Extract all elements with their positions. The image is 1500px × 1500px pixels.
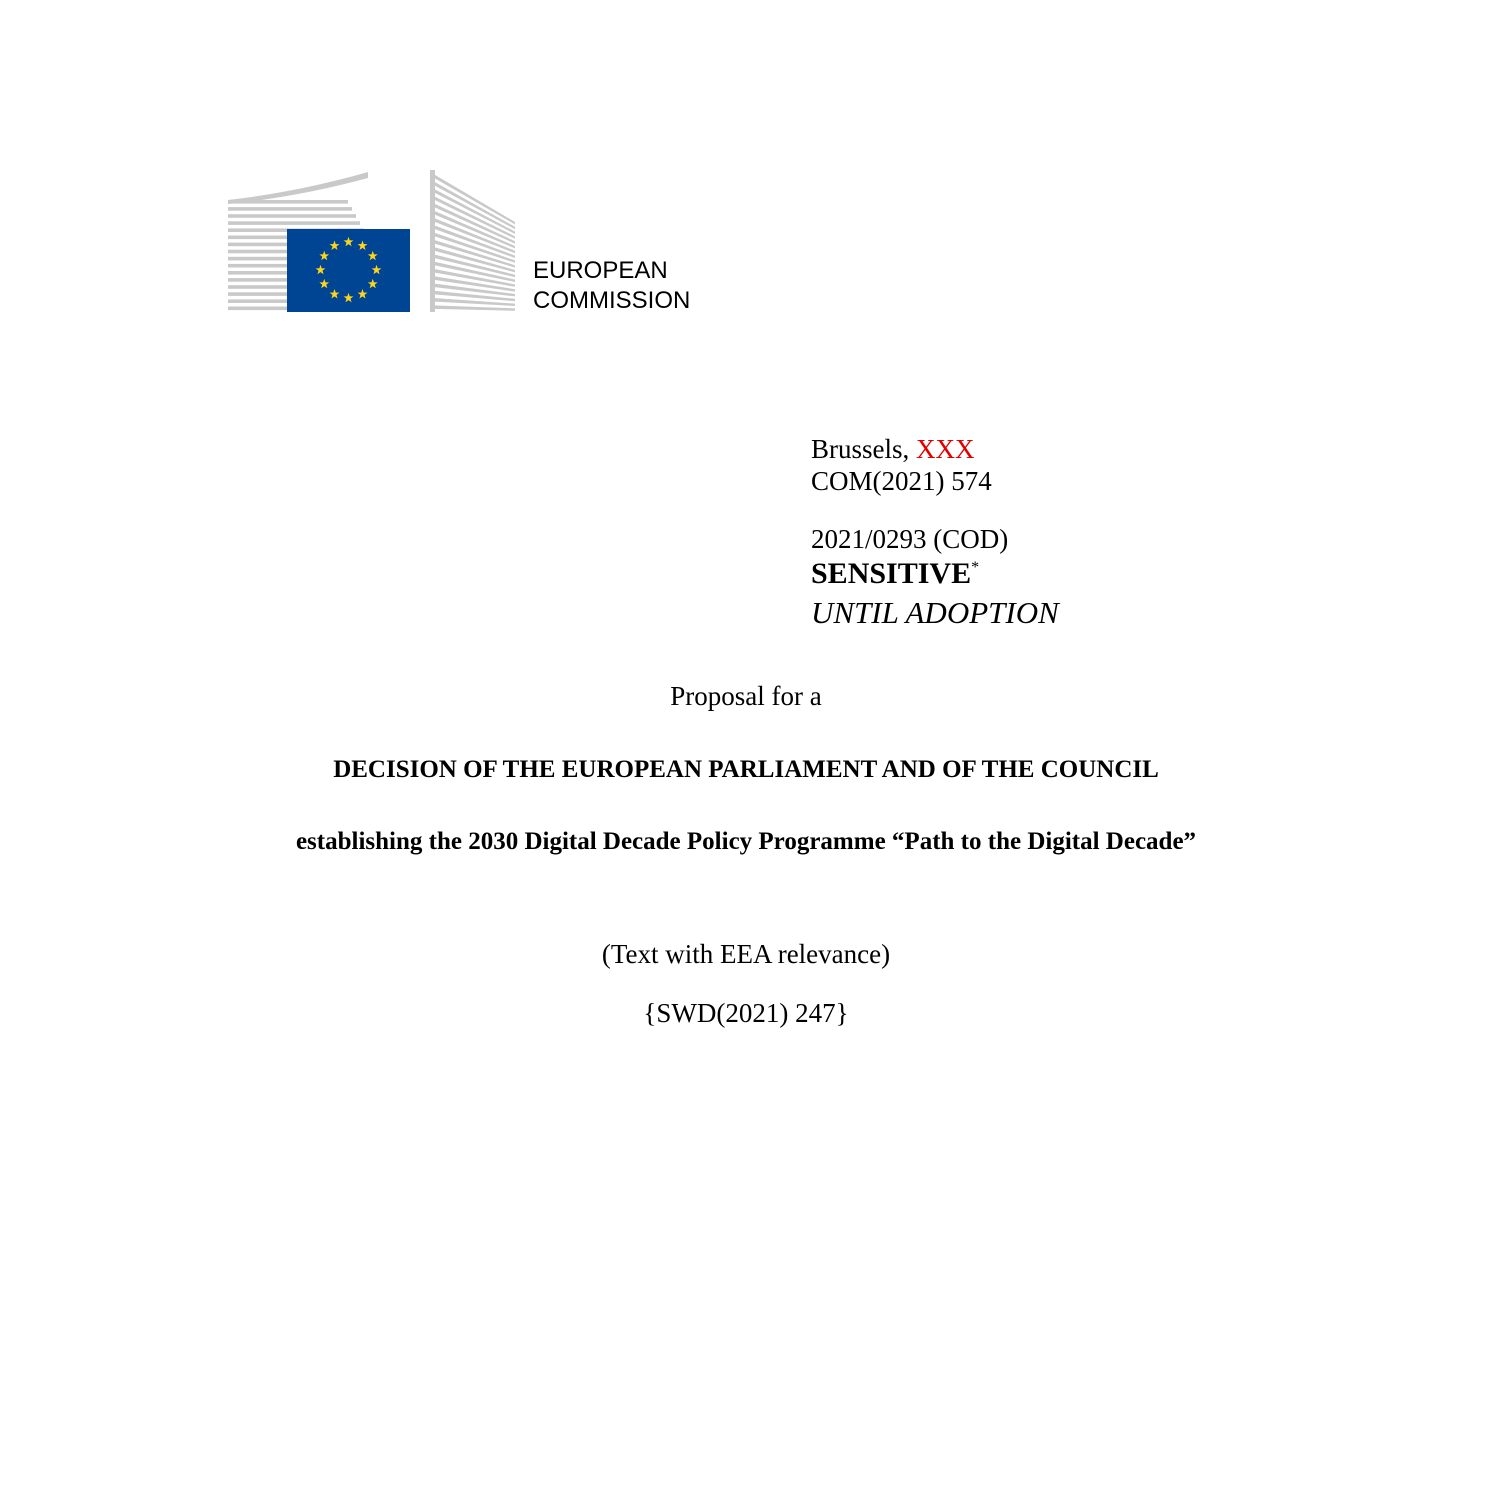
logo-building-right xyxy=(430,170,515,312)
european-commission-logo xyxy=(228,170,518,315)
classification-label xyxy=(811,555,1059,593)
related-documents-reference: {SWD(2021) 247} xyxy=(643,998,849,1028)
organization-name xyxy=(533,256,690,316)
com-number: COM(2021) 574 xyxy=(811,466,992,496)
classification-footnote-mark: * xyxy=(971,559,980,576)
act-type-title: DECISION OF THE EUROPEAN PARLIAMENT AND OF THE COUNCIL xyxy=(333,756,1159,783)
procedure-number: 2021/0293 (COD) xyxy=(811,524,1009,554)
act-subject-title: establishing the 2030 Digital Decade Policy Programme “Path to the Digital Decade” xyxy=(295,828,1197,855)
proposal-intro: Proposal for a xyxy=(670,681,822,711)
eea-relevance-note: (Text with EEA relevance) xyxy=(601,939,891,969)
organization-name-line1: EUROPEAN xyxy=(533,257,668,284)
place-and-date xyxy=(811,433,1059,465)
classification-text: SENSITIVE xyxy=(811,557,972,590)
classification-note: UNTIL ADOPTION xyxy=(811,595,1059,630)
organization-name-line2: COMMISSION xyxy=(533,287,691,314)
city-prefix: Brussels, xyxy=(811,434,910,464)
reference-block xyxy=(811,433,1059,633)
date-placeholder: XXX xyxy=(916,434,975,464)
